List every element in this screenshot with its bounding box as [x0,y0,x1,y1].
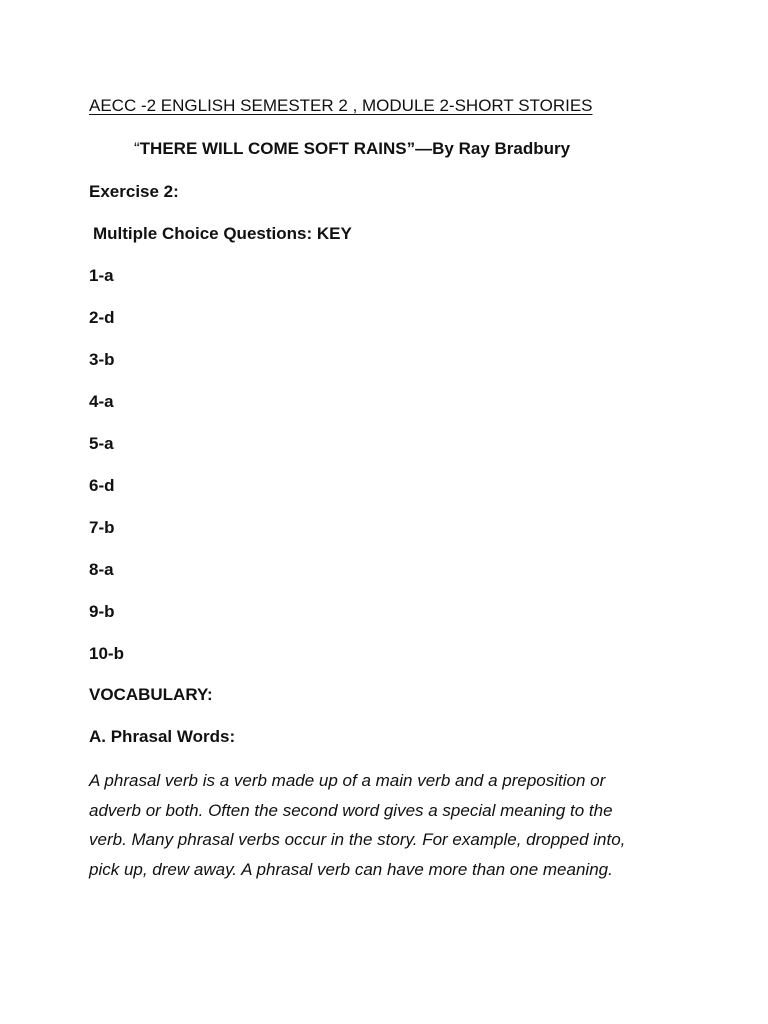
paragraph-line: pick up, drew away. A phrasal verb can have more than one meaning. [89,859,613,879]
answer-item: 6-d [89,476,115,495]
document-header: AECC -2 ENGLISH SEMESTER 2 , MODULE 2-SHORT STORIES [89,96,593,115]
paragraph-line: A phrasal verb is a verb made up of a main verb and a preposition or [89,771,606,790]
answer-key-list [89,266,124,686]
answer-item: 3-b [89,350,115,369]
answer-item: 8-a [89,560,114,579]
answer-item: 5-a [89,434,114,453]
story-title [134,139,570,159]
paragraph-line: verb. Many phrasal verbs occur in the story. For example, dropped into, [89,830,626,849]
phrasal-verb-paragraph [89,766,689,884]
answer-item: 7-b [89,518,115,537]
mcq-heading: Multiple Choice Questions: KEY [93,224,352,243]
answer-item: 2-d [89,308,115,327]
answer-item: 1-a [89,266,114,285]
answer-item: 9-b [89,602,115,621]
vocabulary-heading: VOCABULARY: [89,685,213,704]
answer-item: 10-b [89,644,124,663]
section-a-heading: A. Phrasal Words: [89,727,236,746]
paragraph-line: adverb or both. Often the second word gives a special meaning to the [89,800,613,820]
answer-item: 4-a [89,392,114,411]
story-title-text: THERE WILL COME SOFT RAINS”—By Ray Bradbury [139,139,571,158]
story-title-open-quote: “ [134,139,140,158]
exercise-heading: Exercise 2: [89,182,179,201]
